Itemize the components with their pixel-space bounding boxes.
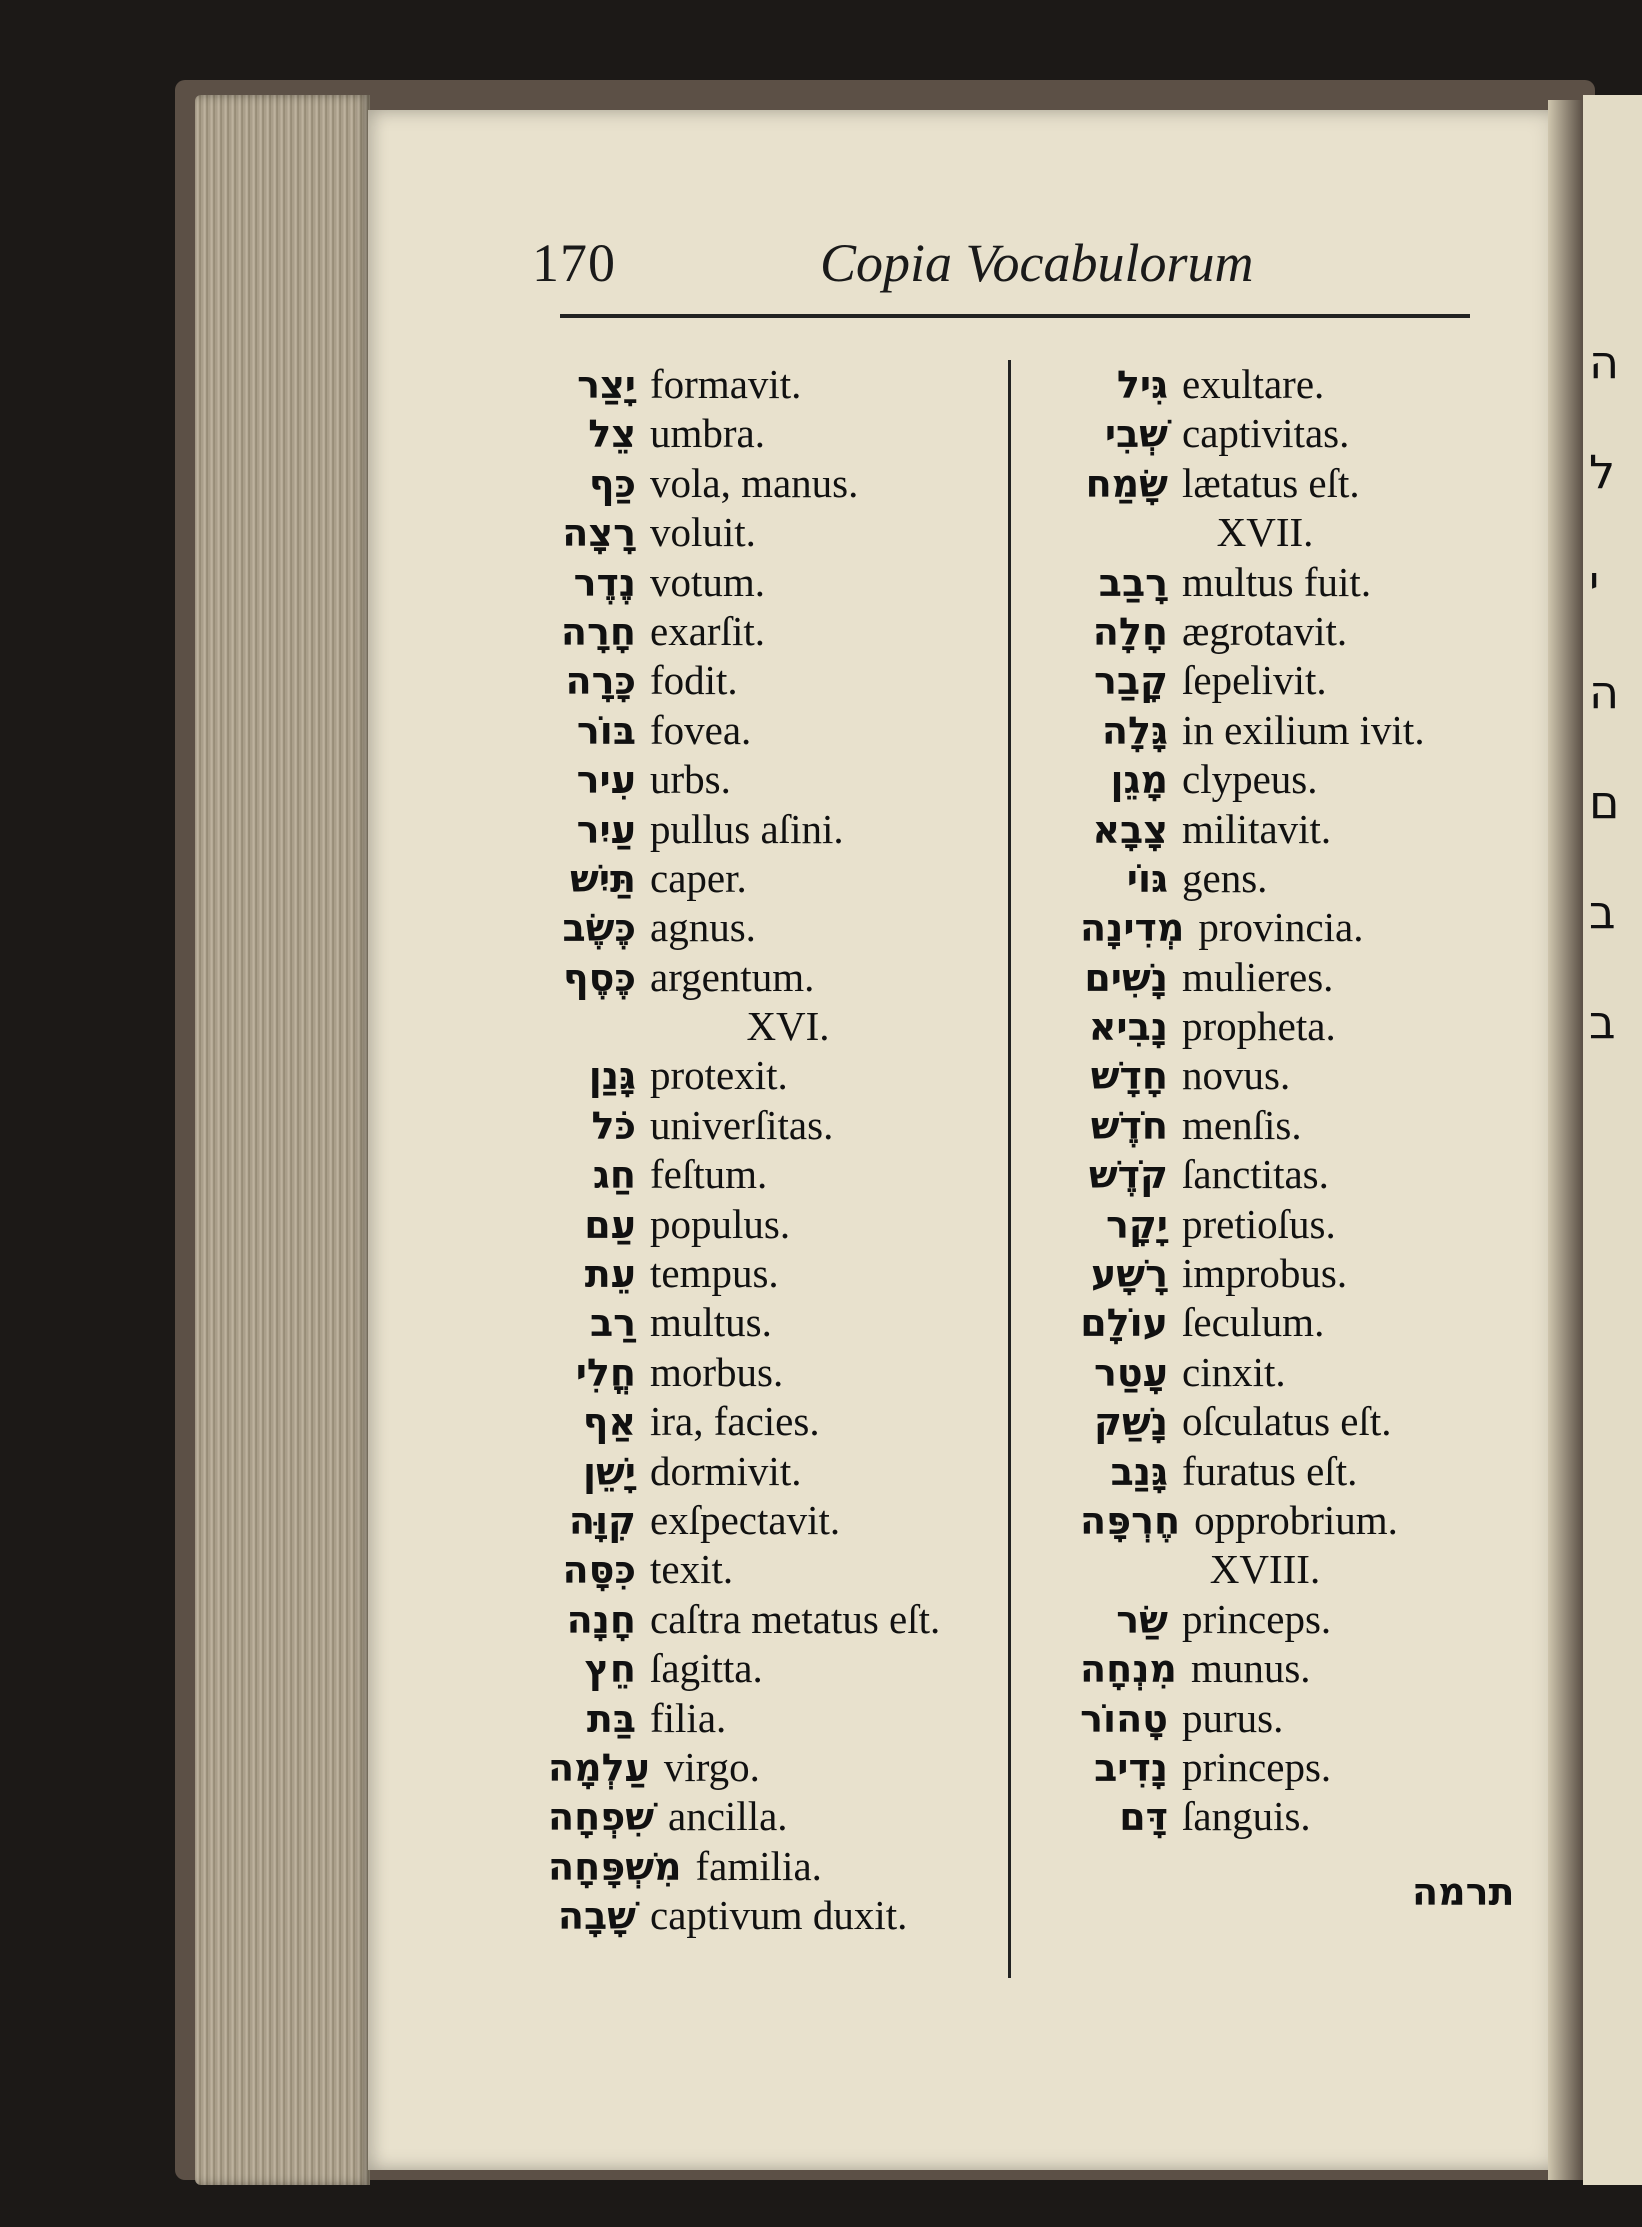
- hebrew-word: טָהוֹר: [1080, 1696, 1168, 1741]
- vocab-entry: [1080, 854, 1530, 903]
- latin-gloss: in exilium ivit.: [1182, 706, 1425, 753]
- vocab-entry: [1080, 1447, 1530, 1496]
- gutter-shadow: [1548, 100, 1583, 2180]
- latin-gloss: ancilla.: [668, 1793, 788, 1840]
- hebrew-word: מִשְׁפָּחָה: [548, 1844, 682, 1889]
- hebrew-word: קִוָּה: [568, 1498, 636, 1543]
- section-heading: XVIII.: [1209, 1546, 1321, 1593]
- vocab-entry: [548, 1743, 1108, 1792]
- hebrew-word: חָנָה: [566, 1597, 636, 1642]
- hebrew-word: שְׁבִי: [1104, 412, 1168, 457]
- left-column: [548, 360, 1108, 1941]
- latin-gloss: purus.: [1182, 1694, 1284, 1741]
- hebrew-word: שָׂמַח: [1085, 461, 1168, 506]
- hebrew-word: חֳלִי: [575, 1350, 636, 1395]
- page-number: 170: [532, 233, 616, 293]
- vocab-entry: [548, 1447, 1108, 1496]
- latin-gloss: virgo.: [663, 1743, 760, 1790]
- vocab-entry: [1080, 360, 1530, 409]
- vocab-entry: [548, 1101, 1108, 1150]
- vocab-entry: [548, 607, 1108, 656]
- hebrew-word: מָגֵן: [1110, 758, 1168, 803]
- latin-gloss: caper.: [650, 854, 747, 901]
- latin-gloss: ſeculum.: [1182, 1299, 1325, 1346]
- latin-gloss: vola, manus.: [650, 459, 859, 506]
- hebrew-word: יָקָר: [1105, 1202, 1168, 1247]
- hebrew-word: חָרָה: [560, 609, 636, 654]
- vocab-entry: [1080, 755, 1530, 804]
- vocab-entry: [1080, 1743, 1530, 1792]
- hebrew-word: עַיִר: [576, 807, 636, 852]
- facing-page-glyph: ם: [1589, 775, 1620, 829]
- latin-gloss: ſagitta.: [650, 1645, 763, 1692]
- hebrew-word: גּוֹי: [1126, 856, 1168, 901]
- latin-gloss: princeps.: [1182, 1743, 1332, 1790]
- hebrew-word: צֵל: [588, 412, 636, 457]
- hebrew-word: בַּת: [586, 1696, 636, 1741]
- vocab-entry: [548, 953, 1108, 1002]
- latin-gloss: caſtra metatus eſt.: [650, 1595, 941, 1642]
- vocab-entry: [1080, 459, 1530, 508]
- hebrew-word: עַם: [584, 1202, 636, 1247]
- hebrew-word: חֶרְפָּה: [1080, 1498, 1181, 1543]
- vocab-entry: [548, 1792, 1108, 1841]
- hebrew-word: תַּיִשׁ: [570, 856, 636, 901]
- latin-gloss: dormivit.: [650, 1447, 802, 1494]
- hebrew-word: גָּנַב: [1110, 1449, 1168, 1494]
- hebrew-word: שָׁבָה: [557, 1894, 636, 1939]
- latin-gloss: feſtum.: [650, 1151, 768, 1198]
- vocab-entry: [1080, 1150, 1530, 1199]
- hebrew-word: רָשָׁע: [1090, 1252, 1168, 1297]
- hebrew-word: עֵת: [584, 1252, 636, 1297]
- hebrew-word: עַלְמָה: [548, 1745, 650, 1790]
- latin-gloss: votum.: [650, 558, 766, 605]
- latin-gloss: protexit.: [650, 1052, 788, 1099]
- latin-gloss: agnus.: [650, 904, 756, 951]
- hebrew-word: חֵץ: [584, 1647, 636, 1692]
- right-column: [1080, 360, 1530, 1842]
- vocab-entry: [1080, 706, 1530, 755]
- latin-gloss: opprobrium.: [1194, 1496, 1398, 1543]
- latin-gloss: exſpectavit.: [650, 1496, 841, 1543]
- latin-gloss: exarſit.: [650, 607, 765, 654]
- hebrew-word: נֶדֶר: [573, 560, 636, 605]
- vocab-entry: [1080, 1298, 1530, 1347]
- hebrew-word: אַף: [582, 1400, 636, 1445]
- latin-gloss: improbus.: [1182, 1250, 1348, 1297]
- hebrew-word: רַב: [589, 1301, 636, 1346]
- vocab-entry: [548, 360, 1108, 409]
- latin-gloss: clypeus.: [1182, 756, 1318, 803]
- hebrew-word: מִנְחָה: [1080, 1647, 1177, 1692]
- vocab-entry: [548, 459, 1108, 508]
- latin-gloss: multus.: [650, 1299, 772, 1346]
- vocab-entry: [1080, 1694, 1530, 1743]
- vocab-entry: [548, 903, 1108, 952]
- vocab-entry: [548, 558, 1108, 607]
- hebrew-word: עָטַר: [1094, 1350, 1168, 1395]
- latin-gloss: pretioſus.: [1182, 1200, 1336, 1247]
- latin-gloss: filia.: [650, 1694, 727, 1741]
- hebrew-word: נָשִׁים: [1084, 955, 1168, 1000]
- latin-gloss: familia.: [695, 1842, 822, 1889]
- vocab-entry: [1080, 1200, 1530, 1249]
- latin-gloss: furatus eſt.: [1182, 1447, 1358, 1494]
- vocab-entry: [1080, 953, 1530, 1002]
- latin-gloss: fodit.: [650, 657, 738, 704]
- vocab-entry: [548, 1298, 1108, 1347]
- hebrew-word: חֹדֶשׁ: [1090, 1103, 1168, 1148]
- hebrew-word: כַּף: [588, 461, 636, 506]
- vocab-entry: [548, 1545, 1108, 1594]
- latin-gloss: princeps.: [1182, 1595, 1332, 1642]
- latin-gloss: fovea.: [650, 706, 752, 753]
- vocab-entry: [548, 508, 1108, 557]
- latin-gloss: voluit.: [650, 509, 756, 556]
- vocab-entry: [1080, 903, 1530, 952]
- latin-gloss: novus.: [1182, 1052, 1291, 1099]
- hebrew-word: חַג: [592, 1153, 636, 1198]
- hebrew-word: צָבָא: [1092, 807, 1168, 852]
- latin-gloss: formavit.: [650, 361, 802, 407]
- hebrew-word: חָלָה: [1092, 609, 1168, 654]
- vocab-entry: [548, 706, 1108, 755]
- hebrew-word: קֹדֶשׁ: [1088, 1153, 1168, 1198]
- vocab-entry: [548, 1496, 1108, 1545]
- latin-gloss: univerſitas.: [650, 1101, 834, 1148]
- vocab-entry: [548, 1348, 1108, 1397]
- hebrew-word: בּוֹר: [576, 708, 636, 753]
- vocab-entry: [548, 1644, 1108, 1693]
- latin-gloss: captivitas.: [1182, 410, 1350, 457]
- latin-gloss: munus.: [1190, 1645, 1311, 1692]
- hebrew-word: רָצָה: [562, 511, 636, 556]
- vocab-entry: [1080, 1644, 1530, 1693]
- latin-gloss: morbus.: [650, 1348, 784, 1395]
- running-title: Copia Vocabulorum: [820, 233, 1254, 293]
- vocab-entry: [548, 1694, 1108, 1743]
- facing-page-glyph: ל: [1589, 445, 1616, 499]
- vocab-entry: [1080, 1397, 1530, 1446]
- vocab-entry: [548, 1595, 1108, 1644]
- latin-gloss: ira, facies.: [650, 1398, 820, 1445]
- latin-gloss: cinxit.: [1182, 1348, 1286, 1395]
- facing-page-glyph: י: [1589, 555, 1600, 609]
- latin-gloss: ſepelivit.: [1182, 657, 1327, 704]
- vocab-entry: [1080, 805, 1530, 854]
- hebrew-word: מְדִינָה: [1080, 906, 1185, 951]
- latin-gloss: exultare.: [1182, 361, 1325, 407]
- hebrew-word: כֶּסֶף: [563, 955, 636, 1000]
- latin-gloss: umbra.: [650, 410, 765, 457]
- facing-page-glyph: ב: [1589, 885, 1616, 939]
- vocab-entry: [1080, 1249, 1530, 1298]
- vocab-entry: [1080, 558, 1530, 607]
- latin-gloss: argentum.: [650, 953, 815, 1000]
- hebrew-word: כָּרָה: [565, 659, 636, 704]
- vocab-entry: [548, 656, 1108, 705]
- latin-gloss: lætatus eſt.: [1182, 459, 1360, 506]
- latin-gloss: urbs.: [650, 756, 731, 803]
- vocab-entry: [1080, 1348, 1530, 1397]
- vocab-entry: [548, 1051, 1108, 1100]
- hebrew-word: כֶּשֶׂב: [562, 906, 636, 951]
- facing-page-glyph: ב: [1589, 995, 1616, 1049]
- hebrew-word: כֹּל: [591, 1103, 636, 1148]
- latin-gloss: multus fuit.: [1182, 558, 1372, 605]
- facing-page-glyph: ה: [1589, 665, 1620, 719]
- latin-gloss: tempus.: [650, 1250, 779, 1297]
- latin-gloss: oſculatus eſt.: [1182, 1398, 1392, 1445]
- hebrew-word: דָּם: [1119, 1795, 1168, 1840]
- vocab-entry: [1080, 409, 1530, 458]
- vocab-entry: [548, 1249, 1108, 1298]
- vocab-entry: [548, 409, 1108, 458]
- header-rule: [560, 314, 1470, 318]
- latin-gloss: menſis.: [1182, 1101, 1302, 1148]
- hebrew-word: יָשֵׁן: [582, 1449, 636, 1494]
- vocab-entry: [1080, 1595, 1530, 1644]
- latin-gloss: mulieres.: [1182, 953, 1334, 1000]
- hebrew-word: שַׂר: [1116, 1597, 1168, 1642]
- vocab-entry: [548, 1397, 1108, 1446]
- vocab-entry: [1080, 1101, 1530, 1150]
- hebrew-word: עוֹלָם: [1080, 1301, 1168, 1346]
- latin-gloss: provincia.: [1198, 904, 1364, 951]
- hebrew-word: נָדִיב: [1094, 1745, 1168, 1790]
- vocab-entry: [1080, 1792, 1530, 1841]
- vocab-entry: [548, 1200, 1108, 1249]
- vocab-entry: [548, 755, 1108, 804]
- facing-page-glyph: ה: [1589, 335, 1620, 389]
- latin-gloss: gens.: [1182, 854, 1268, 901]
- section-heading: XVII.: [1216, 509, 1314, 556]
- vocab-entry: [1080, 1002, 1530, 1051]
- hebrew-word: גָּנַן: [588, 1054, 636, 1099]
- hebrew-word: כִּסָּה: [562, 1548, 636, 1593]
- section-heading: XVI.: [746, 1003, 830, 1050]
- hebrew-word: עִיר: [576, 758, 636, 803]
- latin-gloss: populus.: [650, 1200, 791, 1247]
- latin-gloss: ſanguis.: [1182, 1793, 1311, 1840]
- vocab-entry: [548, 854, 1108, 903]
- hebrew-word: יָצַר: [577, 363, 636, 407]
- vocab-entry: [1080, 1051, 1530, 1100]
- latin-gloss: pullus aſini.: [650, 805, 844, 852]
- vocab-entry: [1080, 607, 1530, 656]
- vocab-entry: [548, 1891, 1108, 1940]
- vocab-entry: [548, 805, 1108, 854]
- hebrew-word: שִׁפְחָה: [548, 1795, 655, 1840]
- vocab-entry: [548, 1150, 1108, 1199]
- page-edges: [195, 95, 370, 2185]
- facing-page-edge: [1583, 95, 1642, 2185]
- latin-gloss: propheta.: [1182, 1003, 1336, 1050]
- hebrew-word: נָבִיא: [1088, 1005, 1168, 1050]
- hebrew-word: נָשַׁק: [1093, 1400, 1168, 1445]
- vocab-entry: [548, 1842, 1108, 1891]
- latin-gloss: militavit.: [1182, 805, 1332, 852]
- catchword: תרמה: [1412, 1870, 1515, 1914]
- hebrew-word: גִּיל: [1116, 363, 1168, 407]
- hebrew-word: גָּלָה: [1101, 708, 1168, 753]
- vocab-entry: [1080, 1496, 1530, 1545]
- latin-gloss: captivum duxit.: [650, 1892, 908, 1939]
- latin-gloss: ægrotavit.: [1182, 607, 1348, 654]
- hebrew-word: חָדָשׁ: [1090, 1054, 1168, 1099]
- latin-gloss: ſanctitas.: [1182, 1151, 1329, 1198]
- latin-gloss: texit.: [650, 1546, 734, 1593]
- vocab-entry: [1080, 656, 1530, 705]
- hebrew-word: קָבַר: [1093, 659, 1168, 704]
- hebrew-word: רָבַב: [1098, 560, 1168, 605]
